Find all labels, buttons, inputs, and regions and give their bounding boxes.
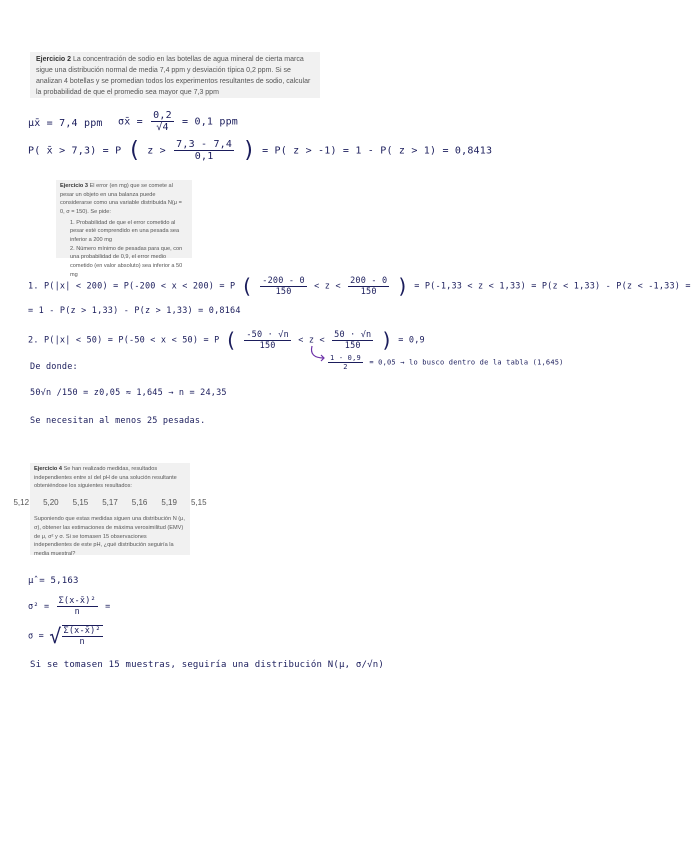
exercise-3-items <box>60 219 188 280</box>
part-1-lhs: 1. P(|x| < 200) = P(-200 < x < 200) = P <box>28 281 236 292</box>
variance-rhs: = <box>105 602 111 612</box>
sigma-xbar-line <box>118 110 238 133</box>
probability-line-1: P( x̄ > 7,3) = P ( z > $\frac{7,3 - 7,4}{0,1}$ ) = P( z > -1) = 1 - P( z > 1) = 0,8413 <box>28 138 493 163</box>
part-2-rhs: = 0,9 <box>398 335 425 346</box>
part-2-right-numerator: 50 · √n <box>334 329 372 340</box>
distribution-line: Si se tomasen 15 muestras, seguiría una distribución N(μ, σ/√n) <box>30 660 384 670</box>
ph-value: 5,16 <box>131 497 148 507</box>
part-1-right-numerator: 200 - 0 <box>350 275 388 286</box>
part-1-line: 1. P(|x| < 200) = P(-200 < x < 200) = P ( $\frac{-200 - 0}{150}$ < z < $\frac{200 - 0}{150}$ ) = P(-1,33 < z < 1,33) = P(z < 1,33) - P(z < -1,33) = <box>28 274 691 298</box>
exercise-4-snapshot <box>13 463 207 557</box>
de-donde-label: De donde: <box>30 362 78 372</box>
sigma-numerator: 0,2 <box>153 110 172 121</box>
sigma-denominator: √4 <box>156 122 169 133</box>
exercise-3-snapshot <box>56 180 192 278</box>
part-1-mid: < z < <box>314 281 341 292</box>
std-dev-numerator: Σ(x-x̄)² <box>63 626 101 636</box>
ph-value: 5,19 <box>161 497 177 507</box>
p-inner-left: z > <box>147 145 166 157</box>
exercise-4-text-1: Se han realizado medidas, resultados independientes entre sí del pH de una solución resultante obteniéndose los siguientes resultados: <box>34 466 177 490</box>
exercise-3-title: Ejercicio 3 <box>60 183 88 189</box>
mu-hat-line: μ̂ = 5,163 <box>28 576 79 586</box>
ph-values-row <box>13 497 207 509</box>
part-2-lhs: 2. P(|x| < 50) = P(-50 < x < 50) = P <box>28 335 220 346</box>
ph-value: 5,20 <box>43 497 59 507</box>
p-lhs: P( x̄ > 7,3) = P <box>28 145 122 157</box>
part-1-result-line: = 1 - P(z > 1,33) - P(z > 1,33) = 0,8164 <box>28 306 241 316</box>
part-2-mid: < z < <box>298 335 325 346</box>
part-2-fraction-left <box>244 330 291 351</box>
note-denominator: 2 <box>343 363 348 371</box>
variance-line <box>28 596 111 617</box>
exercise-4-text-2: Suponiendo que estas medidas siguen una distribución N (μ, σ), obtener las estimaciones de máxima verosimilitud (EMV) de μ, σ² y σ. Si se tomasen 15 observaciones independientes de este pH, ¿qué distribución seguiría la media muestral? <box>34 516 185 557</box>
exercise-4-title: Ejercicio 4 <box>34 466 62 472</box>
variance-fraction <box>57 596 98 617</box>
p-denominator: 0,1 <box>194 151 214 162</box>
exercise-3-text: El error (en mg) que se comete al pesar un objeto en una balanza puede considerarse como una variable distribuida N(μ = 0, σ = 150). Se pide: <box>60 183 182 215</box>
exercise-3-item: 1. Probabilidad de que el error cometido al pesar esté comprendido en una pesada sea inferior a 200 mg <box>70 219 180 243</box>
part-1-left-denominator: 150 <box>275 286 292 297</box>
variance-numerator: Σ(x-x̄)² <box>58 596 96 606</box>
note-fraction <box>328 354 363 371</box>
mu-xbar-line: μx̄ = 7,4 ppm <box>28 118 103 129</box>
part-1-right-denominator: 150 <box>360 286 377 297</box>
std-dev-denominator: n <box>79 637 85 647</box>
exercise-2-title: Ejercicio 2 <box>36 56 72 63</box>
sigma-lhs: σx̄ = <box>118 116 143 128</box>
part-1-fraction-right <box>348 276 389 297</box>
ph-value: 5,15 <box>72 497 89 507</box>
part-2-line: 2. P(|x| < 50) = P(-50 < x < 50) = P ( $\frac{-50 \cdot √n}{150}$ < z < $\frac{50 \cdot √n}{150}$ ) = 0,9 <box>28 328 425 352</box>
sigma-rhs: = 0,1 ppm <box>182 116 239 128</box>
part-1-left-numerator: -200 - 0 <box>262 275 305 286</box>
note-rhs: = 0,05 → lo busco dentro de la tabla (1,645) <box>369 358 564 367</box>
part-2-right-denominator: 150 <box>344 340 361 351</box>
std-dev-line: σ = √ $\frac{\text{Σ(x-x̄)²}}{n}$ <box>28 624 101 648</box>
conclusion-line: Se necesitan al menos 25 pesadas. <box>30 416 206 426</box>
table-note <box>326 354 564 371</box>
ph-value: 5,17 <box>102 497 118 507</box>
exercise-2-text: La concentración de sodio en las botellas de agua mineral de cierta marca sigue una distribución normal de media 7,4 ppm y desviación típica 0,2 ppm. Si se analizan 4 botellas y se promedian todos los experimentos resultantes de sodio, calcular la probabilidad de que el promedio sea mayor que 7,3 ppm <box>36 56 311 96</box>
variance-denominator: n <box>74 607 80 617</box>
part-2-left-numerator: -50 · √n <box>246 329 289 340</box>
p-rhs: = P( z > -1) = 1 - P( z > 1) = 0,8413 <box>262 145 493 157</box>
std-dev-fraction <box>62 625 103 647</box>
note-numerator: 1 - 0,9 <box>330 354 361 362</box>
p-numerator: 7,3 - 7,4 <box>176 139 233 150</box>
variance-lhs: σ² = <box>28 602 50 612</box>
part-1-fraction-left <box>260 276 307 297</box>
p-fraction <box>174 139 234 162</box>
sigma-fraction <box>151 110 174 133</box>
part-2-left-denominator: 150 <box>259 340 276 351</box>
std-dev-lhs: σ = <box>28 631 44 642</box>
part-2-fraction-right <box>332 330 373 351</box>
ph-value: 5,15 <box>190 497 207 507</box>
exercise-2-snapshot <box>30 52 320 98</box>
n-solution-line: 50√n /150 = z0,05 ≈ 1,645 → n = 24,35 <box>30 388 227 398</box>
part-1-rhs: = P(-1,33 < z < 1,33) = P(z < 1,33) - P(z < -1,33) = <box>414 281 691 292</box>
curved-arrow-icon <box>308 344 328 364</box>
exercise-3-item: 2. Número mínimo de pesadas para que, con una probabilidad de 0,9, el error medio cometido (en valor absoluto) sea inferior a 50 mg <box>70 245 183 278</box>
ph-value: 5,12 <box>13 497 30 507</box>
